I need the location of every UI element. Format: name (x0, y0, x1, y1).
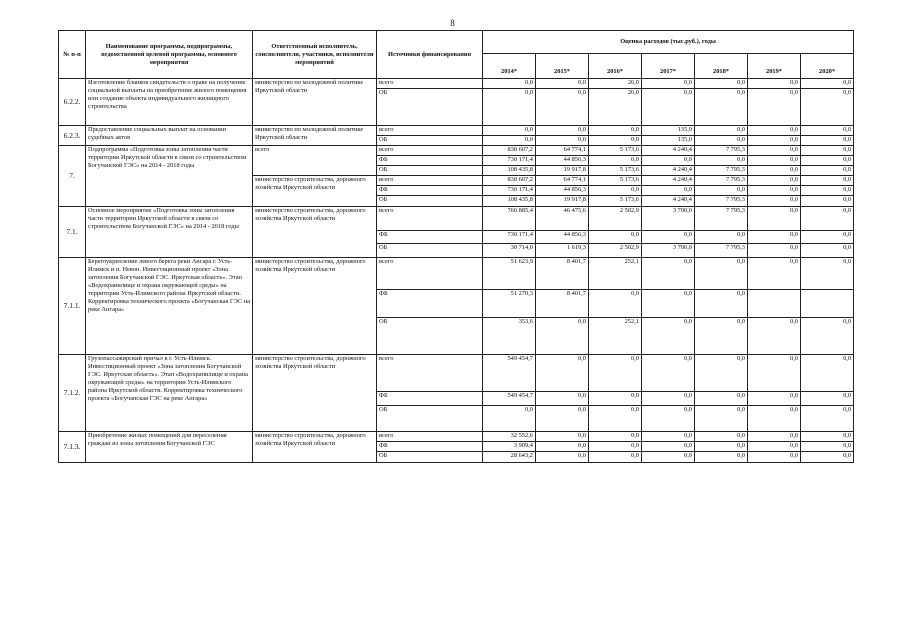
amount-cell: 0,0 (642, 186, 695, 196)
amount-cell: 135,0 (642, 126, 695, 136)
amount-cell: 0,0 (695, 392, 748, 406)
amount-cell: 5 173,6 (589, 196, 642, 207)
amount-cell: 0,0 (695, 89, 748, 126)
amount-cell: 0,0 (801, 207, 854, 231)
funding-source: ФБ (377, 392, 483, 406)
amount-cell: 0,0 (589, 231, 642, 244)
amount-cell: 44 856,3 (536, 231, 589, 244)
amount-cell: 0,0 (536, 355, 589, 392)
funding-source: ФБ (377, 156, 483, 166)
amount-cell: 838 607,2 (483, 176, 536, 186)
page-number: 8 (450, 18, 455, 28)
amount-cell: 0,0 (536, 89, 589, 126)
amount-cell: 26,0 (589, 89, 642, 126)
amount-cell: 0,0 (801, 442, 854, 452)
table-row (59, 258, 854, 290)
amount-cell: 2 502,9 (589, 244, 642, 258)
amount-cell: 0,0 (536, 452, 589, 463)
amount-cell: 0,0 (801, 432, 854, 442)
amount-cell: 0,0 (642, 392, 695, 406)
item-name: Изготовление бланков свидетельств о праве на получение социальной выплаты на приобретение жилого помещения или создание объекта индивидуального жилищного строительства (86, 79, 253, 126)
item-executor: министерство строительства, дорожного хозяйства Иркутской области (253, 355, 377, 432)
amount-cell: 64 774,1 (536, 146, 589, 156)
amount-cell: 0,0 (801, 176, 854, 186)
funding-source: ОБ (377, 136, 483, 146)
amount-cell: 0,0 (589, 126, 642, 136)
item-number: 7.1.1. (59, 258, 86, 355)
amount-cell: 0,0 (536, 406, 589, 432)
amount-cell: 0,0 (536, 392, 589, 406)
amount-cell: 4 240,4 (642, 146, 695, 156)
header-year: 2015* (536, 54, 589, 79)
amount-cell: 0,0 (695, 355, 748, 392)
amount-cell: 0,0 (536, 318, 589, 355)
amount-cell: 0,0 (536, 442, 589, 452)
amount-cell: 0,0 (695, 258, 748, 290)
funding-source: ФБ (377, 231, 483, 244)
funding-source: всего (377, 355, 483, 392)
item-number: 7.1.2. (59, 355, 86, 432)
table-row (59, 126, 854, 136)
funding-source: ОБ (377, 244, 483, 258)
amount-cell: 46 475,6 (536, 207, 589, 231)
amount-cell: 7 795,3 (695, 244, 748, 258)
item-name: Основное мероприятие «Подготовка зоны затопления части территории Иркутской области в связи со строительством Богучанской ГЭС» на 2014 - 2018 годы (86, 207, 253, 258)
amount-cell: 0,0 (801, 231, 854, 244)
item-executor: министерство по молодежной политике Иркутской области (253, 79, 377, 126)
amount-cell: 0,0 (536, 432, 589, 442)
header-year: 2020* (801, 54, 854, 79)
amount-cell: 135,0 (642, 136, 695, 146)
amount-cell: 0,0 (801, 136, 854, 146)
funding-source: ФБ (377, 442, 483, 452)
amount-cell: 0,0 (695, 156, 748, 166)
header-year: 2014* (483, 54, 536, 79)
amount-cell: 0,0 (642, 355, 695, 392)
funding-source: ОБ (377, 452, 483, 463)
amount-cell: 0,0 (695, 79, 748, 89)
table-row (59, 79, 854, 89)
amount-cell: 0,0 (748, 196, 801, 207)
amount-cell: 730 171,4 (483, 231, 536, 244)
table-row (59, 146, 854, 156)
funding-source: всего (377, 146, 483, 156)
table-row (59, 432, 854, 442)
item-executor: министерство строительства, дорожного хозяйства Иркутской области (253, 258, 377, 355)
amount-cell: 0,0 (589, 290, 642, 318)
header-executor: Ответственный исполнитель, соисполнители, участники, исполнители мероприятий (253, 31, 377, 79)
funding-source: ОБ (377, 318, 483, 355)
amount-cell: 760 885,4 (483, 207, 536, 231)
amount-cell: 0,0 (642, 442, 695, 452)
amount-cell: 0,0 (483, 79, 536, 89)
item-executor: министерство строительства, дорожного хозяйства Иркутской области (253, 207, 377, 258)
header-year: 2017* (642, 54, 695, 79)
amount-cell: 0,0 (801, 244, 854, 258)
amount-cell: 0,0 (748, 186, 801, 196)
amount-cell: 0,0 (695, 231, 748, 244)
amount-cell: 0,0 (642, 432, 695, 442)
item-name: Приобретение жилых помещений для переселения граждан из зоны затопления Богучанской ГЭС (86, 432, 253, 463)
amount-cell: 5 173,6 (589, 146, 642, 156)
header-estimate: Оценка расходов (тыс.руб.), годы (483, 31, 854, 54)
amount-cell: 0,0 (695, 318, 748, 355)
header-year: 2016* (589, 54, 642, 79)
amount-cell: 0,0 (642, 231, 695, 244)
amount-cell: 0,0 (801, 318, 854, 355)
header-year: 2018* (695, 54, 748, 79)
amount-cell: 0,0 (695, 432, 748, 442)
amount-cell: 7 795,3 (695, 196, 748, 207)
funding-source: всего (377, 176, 483, 186)
amount-cell: 7 795,3 (695, 166, 748, 176)
item-name: Грузопассажирский причал в г. Усть-Илимск. Инвестиционный проект «Зона затопления Богучанской ГЭС. Иркутская область». Этап «Водохранилище и охрана окружающей среды» на территории Усть-Илимского района Иркутской области. Корректировка технического проекта «Богучанская ГЭС на реке Ангара» (86, 355, 253, 432)
amount-cell: 0,0 (748, 355, 801, 392)
amount-cell: 0,0 (801, 79, 854, 89)
item-number: 7. (59, 146, 86, 207)
amount-cell: 0,0 (589, 186, 642, 196)
amount-cell: 0,0 (483, 136, 536, 146)
amount-cell: 0,0 (801, 89, 854, 126)
amount-cell: 51 270,3 (483, 290, 536, 318)
amount-cell: 108 435,8 (483, 196, 536, 207)
amount-cell: 730 171,4 (483, 156, 536, 166)
amount-cell: 0,0 (695, 406, 748, 432)
amount-cell: 0,0 (748, 258, 801, 290)
header-year: 2019* (748, 54, 801, 79)
amount-cell: 0,0 (748, 176, 801, 186)
amount-cell: 0,0 (748, 406, 801, 432)
amount-cell: 0,0 (748, 231, 801, 244)
amount-cell: 26,0 (589, 79, 642, 89)
amount-cell: 353,6 (483, 318, 536, 355)
amount-cell: 0,0 (801, 355, 854, 392)
amount-cell: 0,0 (589, 406, 642, 432)
amount-cell: 0,0 (589, 136, 642, 146)
amount-cell: 30 714,0 (483, 244, 536, 258)
amount-cell (801, 290, 854, 318)
item-executor: всего (253, 146, 377, 176)
amount-cell: 0,0 (695, 452, 748, 463)
amount-cell: 0,0 (642, 79, 695, 89)
amount-cell: 0,0 (589, 442, 642, 452)
amount-cell: 28 643,2 (483, 452, 536, 463)
item-name: Берегоукрепление левого берега реки Ангара г. Усть-Илимск и п. Невон. Инвестиционный проект «Зона затопления Богучанской ГЭС. Иркутская область». Этап «Водохранилище и охрана окружающей среды» на территории Усть-Илимского района Иркутской области. Корректировка технического проекта «Богучанская ГЭС на реке Ангара» (86, 258, 253, 355)
amount-cell: 0,0 (642, 452, 695, 463)
amount-cell: 7 795,3 (695, 207, 748, 231)
amount-cell: 0,0 (536, 79, 589, 89)
expenditure-table (58, 30, 854, 463)
amount-cell: 0,0 (483, 126, 536, 136)
amount-cell: 0,0 (748, 79, 801, 89)
amount-cell: 0,0 (748, 146, 801, 156)
amount-cell: 5 173,6 (589, 166, 642, 176)
amount-cell: 51 623,9 (483, 258, 536, 290)
table-body (59, 79, 854, 463)
amount-cell: 0,0 (748, 207, 801, 231)
amount-cell: 0,0 (801, 186, 854, 196)
amount-cell: 0,0 (695, 126, 748, 136)
amount-cell: 0,0 (748, 432, 801, 442)
amount-cell: 0,0 (483, 89, 536, 126)
funding-source: всего (377, 126, 483, 136)
amount-cell: 4 240,4 (642, 176, 695, 186)
amount-cell: 64 774,1 (536, 176, 589, 186)
amount-cell: 1 619,3 (536, 244, 589, 258)
amount-cell: 0,0 (748, 318, 801, 355)
amount-cell: 730 171,4 (483, 186, 536, 196)
item-number: 6.2.2. (59, 79, 86, 126)
amount-cell: 4 240,4 (642, 196, 695, 207)
amount-cell: 32 552,6 (483, 432, 536, 442)
amount-cell: 838 607,2 (483, 146, 536, 156)
amount-cell: 0,0 (642, 406, 695, 432)
amount-cell: 8 401,7 (536, 290, 589, 318)
amount-cell: 0,0 (589, 355, 642, 392)
amount-cell: 44 856,3 (536, 186, 589, 196)
amount-cell: 0,0 (801, 166, 854, 176)
table-row (59, 207, 854, 231)
amount-cell: 0,0 (695, 442, 748, 452)
amount-cell: 0,0 (748, 136, 801, 146)
amount-cell: 0,0 (642, 156, 695, 166)
funding-source: ФБ (377, 290, 483, 318)
header-funding-source: Источники финансирования (377, 31, 483, 79)
amount-cell: 0,0 (748, 452, 801, 463)
funding-source: всего (377, 207, 483, 231)
amount-cell: 8 401,7 (536, 258, 589, 290)
funding-source: ОБ (377, 166, 483, 176)
item-executor: министерство по молодежной политике Иркутской области (253, 126, 377, 146)
amount-cell: 0,0 (801, 392, 854, 406)
amount-cell: 2 502,9 (589, 207, 642, 231)
amount-cell: 0,0 (748, 392, 801, 406)
amount-cell: 0,0 (642, 290, 695, 318)
amount-cell: 0,0 (748, 442, 801, 452)
amount-cell: 0,0 (801, 406, 854, 432)
amount-cell: 0,0 (695, 136, 748, 146)
amount-cell: 3 909,4 (483, 442, 536, 452)
funding-source: всего (377, 432, 483, 442)
amount-cell: 0,0 (589, 432, 642, 442)
amount-cell: 549 454,7 (483, 392, 536, 406)
amount-cell: 0,0 (748, 156, 801, 166)
amount-cell: 0,0 (642, 258, 695, 290)
amount-cell: 0,0 (695, 290, 748, 318)
amount-cell: 0,0 (536, 126, 589, 136)
item-executor: министерство строительства, дорожного хозяйства Иркутской области (253, 432, 377, 463)
amount-cell: 0,0 (801, 146, 854, 156)
amount-cell: 7 795,3 (695, 146, 748, 156)
header-program-name: Наименование программы, подпрограммы, ведомственной целевой программы, основного мероприятия (86, 31, 253, 79)
amount-cell: 0,0 (642, 89, 695, 126)
amount-cell: 0,0 (748, 126, 801, 136)
amount-cell: 0,0 (483, 406, 536, 432)
amount-cell: 252,1 (589, 258, 642, 290)
amount-cell: 108 435,8 (483, 166, 536, 176)
funding-source: ОБ (377, 406, 483, 432)
item-executor: министерство строительства, дорожного хозяйства Иркутской области (253, 176, 377, 207)
amount-cell: 0,0 (801, 258, 854, 290)
funding-source: ФБ (377, 186, 483, 196)
amount-cell: 5 173,6 (589, 176, 642, 186)
amount-cell: 0,0 (801, 196, 854, 207)
amount-cell: 7 795,3 (695, 176, 748, 186)
amount-cell: 0,0 (801, 126, 854, 136)
amount-cell: 0,0 (642, 318, 695, 355)
funding-source: ОБ (377, 89, 483, 126)
amount-cell: 0,0 (748, 244, 801, 258)
amount-cell: 252,1 (589, 318, 642, 355)
funding-source: всего (377, 79, 483, 89)
header-number: № п-п (59, 31, 86, 79)
amount-cell: 549 454,7 (483, 355, 536, 392)
funding-source: всего (377, 258, 483, 290)
item-number: 7.1.3. (59, 432, 86, 463)
amount-cell: 4 240,4 (642, 166, 695, 176)
amount-cell: 0,0 (801, 452, 854, 463)
amount-cell: 19 917,8 (536, 196, 589, 207)
funding-source: ОБ (377, 196, 483, 207)
amount-cell (748, 290, 801, 318)
item-number: 7.1. (59, 207, 86, 258)
item-name: Предоставление социальных выплат на основании судебных актов (86, 126, 253, 146)
amount-cell: 0,0 (589, 392, 642, 406)
amount-cell: 0,0 (589, 452, 642, 463)
amount-cell: 0,0 (536, 136, 589, 146)
table-row (59, 355, 854, 392)
amount-cell: 0,0 (748, 166, 801, 176)
amount-cell: 3 700,0 (642, 244, 695, 258)
amount-cell: 0,0 (589, 156, 642, 166)
amount-cell: 0,0 (695, 186, 748, 196)
amount-cell: 44 856,3 (536, 156, 589, 166)
amount-cell: 0,0 (801, 156, 854, 166)
amount-cell: 3 700,0 (642, 207, 695, 231)
amount-cell: 0,0 (748, 89, 801, 126)
amount-cell: 19 917,8 (536, 166, 589, 176)
item-number: 6.2.3. (59, 126, 86, 146)
item-name: Подпрограмма «Подготовка зоны затопления части территории Иркутской области в связи со строительством Богучанской ГЭС» на 2014 - 2018 годы (86, 146, 253, 207)
